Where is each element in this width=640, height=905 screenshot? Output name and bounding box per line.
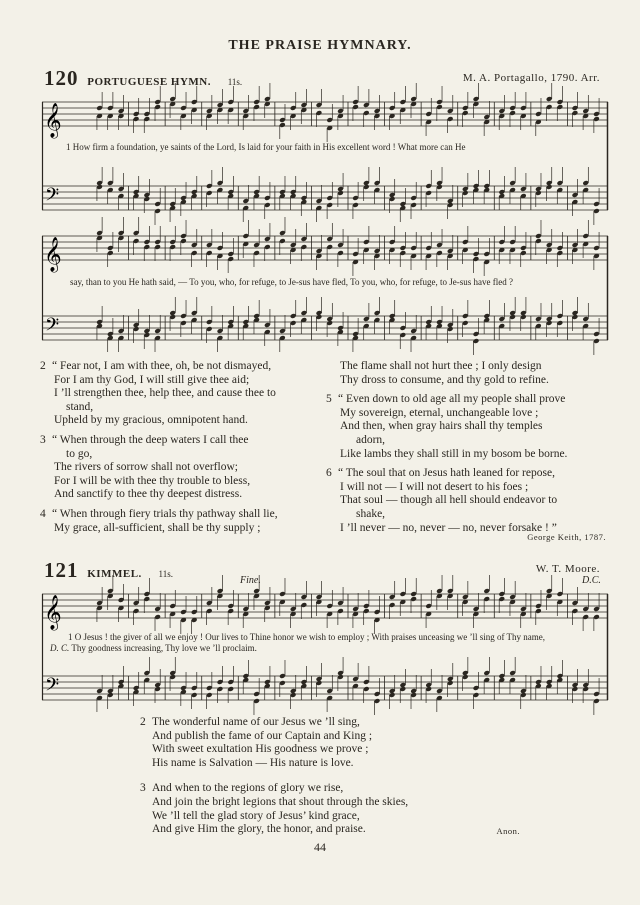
hymn-121-attribution: Anon.	[496, 826, 520, 836]
svg-text:𝄢: 𝄢	[45, 315, 60, 340]
verse-4-continued: The flame shall not hurt thee ; I only design Thy dross to consume, and thy gold to refine.	[340, 360, 549, 386]
page-number: 44	[314, 840, 326, 854]
hymn-number: 120	[44, 66, 79, 90]
verse-3: 3 And when to the regions of glory we rise, And join the bright legions that shout through the skies, We ’ll tell the glad story of Jesus’ kind grace, And give Him the glory, the honor, and praise.	[140, 782, 409, 836]
tune-name: KIMMEL.	[87, 568, 142, 580]
svg-text:𝄞: 𝄞	[44, 103, 62, 138]
hymn-120-composer: M. A. Portagallo, 1790. Arr.	[462, 72, 600, 84]
svg-text:𝄢: 𝄢	[45, 675, 60, 700]
meter: 11s.	[227, 77, 243, 87]
hymn-121-lyric-line-1: 1 O Jesus ! the giver of all we enjoy ! Our lives to Thine honor we wish to employ ; With praises unceasing we ’ll sing of Thy name,	[68, 632, 546, 642]
hymn-120-lyric-line-1: 1 How firm a foundation, ye saints of the Lord, Is laid for your faith in His excellent word ! What more can He	[66, 142, 466, 152]
hymn-121-composer: W. T. Moore.	[535, 563, 600, 575]
hymn-120-verses-left	[40, 360, 330, 541]
verse-2: 2 The wonderful name of our Jesus we ’ll sing, And publish the fame of our Captain and King ; With sweet exultation His goodness we prove ; His name is Salvation — His nature is love.	[140, 716, 373, 769]
page-title: THE PRAISE HYMNARY.	[228, 38, 412, 53]
hymn-120-attribution: George Keith, 1787.	[527, 532, 606, 542]
svg-text:𝄞: 𝄞	[44, 595, 62, 630]
meter: 11s.	[158, 569, 173, 579]
verse-3: 3 “ When through the deep waters I call thee to go, The rivers of sorrow shall not overflow; For I will be with thee thy trouble to bless, And sanctify to thee thy deepest distress.	[40, 433, 251, 501]
svg-text:𝄞: 𝄞	[44, 237, 62, 272]
verse-2: 2 “ Fear not, I am with thee, oh, be not dismayed, For I am thy God, I will still give thee aid; I ’ll strengthen thee, help thee, and cause thee to stand, Upheld by my gracious, omnipotent hand.	[40, 360, 276, 427]
tune-name: PORTUGUESE HYMN.	[87, 76, 211, 88]
verse-5: 5 “ Even down to old age all my people shall prove My sovereign, eternal, unchangeable love ; And then, when gray hairs shall thy temples adorn, Like lambs they shall still in my bosom be borne.	[326, 393, 568, 460]
verse-4: 4 “ When through fiery trials thy pathway shall lie, My grace, all-sufficient, shall be thy supply ;	[40, 507, 278, 534]
hymn-121-header	[44, 558, 173, 583]
dc-mark: D.C.	[582, 575, 601, 586]
verse-6: 6 “ The soul that on Jesus hath leaned for repose, I will not — I will not desert to his foes ; That soul — though all hell should endeavor to shake, I ’ll never — no, never — no, never forsake ! ”	[326, 467, 558, 534]
hymn-121-lyric-line-2: D. C. Thy goodness increasing, Thy love we ’ll proclaim.	[50, 643, 257, 653]
svg-text:𝄢: 𝄢	[45, 185, 60, 210]
hymn-120-staff-system-2	[42, 230, 608, 346]
hymn-120-lyric-line-2: say, than to you He hath said, — To you, who, for refuge, to Je-sus have fled, To you, who, for refuge, to Je-sus have fled ?	[70, 277, 513, 287]
hymn-120-verses-right	[326, 360, 616, 541]
hymn-120-header	[44, 66, 242, 91]
hymn-120-staff-system-1	[42, 96, 608, 216]
fine-mark: Fine.	[240, 575, 261, 586]
hymn-number: 121	[44, 558, 79, 582]
hymn-121-verses	[140, 716, 560, 843]
